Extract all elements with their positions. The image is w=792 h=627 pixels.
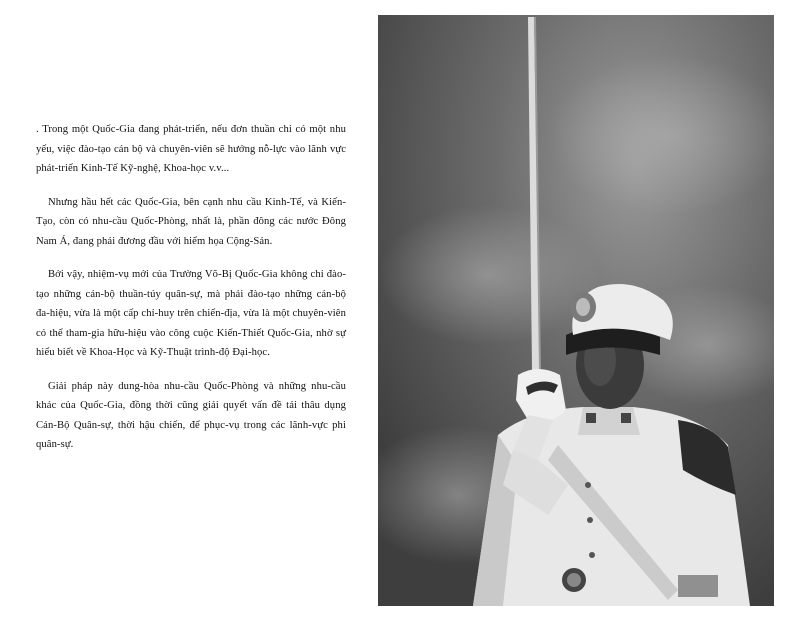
article-text: [36, 120, 346, 469]
paragraph-2: Nhưng hầu hết các Quốc-Gia, bên cạnh nhu cầu Kinh-Tế, và Kiến-Tạo, còn có nhu-cầu Quốc-Phòng, nhất là, phần đông các nước Đông Nam Á, đang phải đương đầu với hiểm họa Cộng-Sản.: [36, 196, 346, 247]
officer-photo: [378, 15, 774, 606]
paragraph-1: . Trong một Quốc-Gia đang phát-triển, nếu đơn thuần chỉ có một nhu yếu, việc đào-tạo cán bộ và chuyên-viên sẽ hướng nỗ-lực vào lãnh vực phát-triển Kinh-Tế Kỹ-nghệ, Khoa-học v.v...: [36, 124, 346, 174]
paragraph-3: Bởi vậy, nhiệm-vụ mới của Trường Võ-Bị Quốc-Gia không chỉ đào-tạo những cán-bộ thuần-túy quân-sự, mà phải đào-tạo những cán-bộ đa-hiệu, vừa là một cấp chỉ-huy trên chiến-địa, vừa là một chuyên-viên có thể tham-gia hữu-hiệu vào công cuộc Kiến-Thiết Quốc-Gia, nhờ sự hiểu biết về Khoa-Học và Kỹ-Thuật trình-độ Đại-học.: [36, 269, 346, 358]
officer-illustration: [378, 15, 774, 606]
cloud: [378, 205, 598, 345]
paragraph-4: Giải pháp này dung-hòa nhu-cầu Quốc-Phòng và những nhu-cầu khác của Quốc-Gia, đồng thời cũng giải quyết vấn đề tái thâu dụng Cán-Bộ Quân-sự, thời hậu chiến, để phục-vụ trong các lãnh-vực phi quân-sự.: [36, 380, 346, 450]
